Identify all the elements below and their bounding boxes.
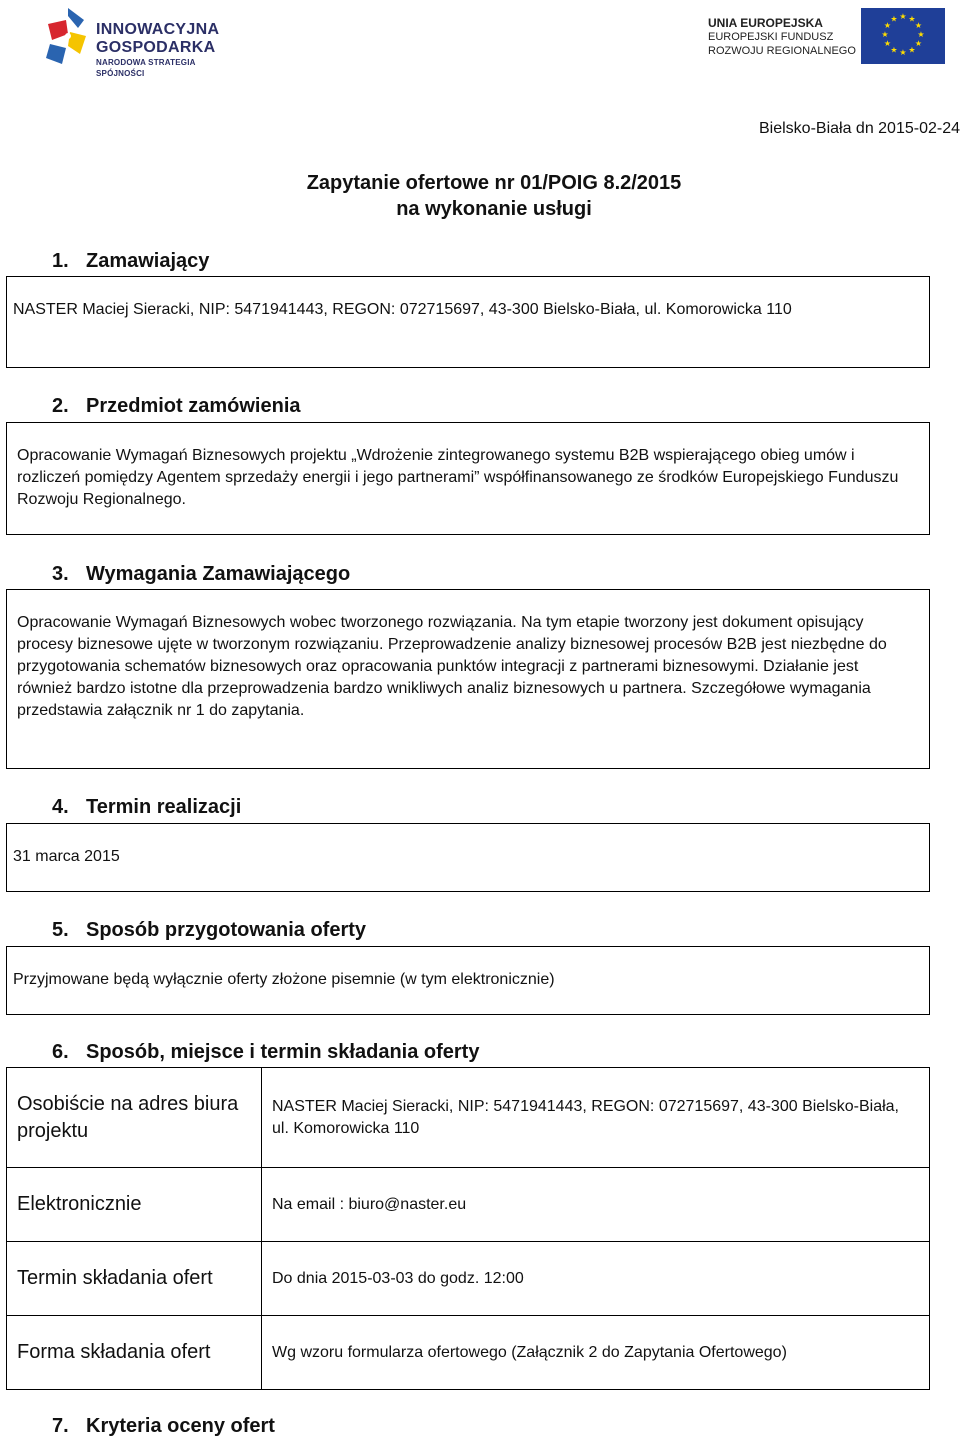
svg-text:★: ★: [883, 39, 892, 48]
table-row: [7, 1168, 930, 1242]
section-4-box: [6, 823, 930, 892]
document-date: Bielsko-Biała dn 2015-02-24: [758, 120, 960, 137]
table-row: [7, 1068, 930, 1168]
svg-text:★: ★: [883, 21, 892, 30]
section-title: Sposób, miejsce i termin składania oferty: [86, 1041, 480, 1063]
title-line1: Zapytanie ofertowe nr 01/POIG 8.2/2015: [306, 172, 682, 194]
section-4-heading: [52, 796, 241, 819]
row-value: Na email : biuro@naster.eu: [262, 1168, 930, 1242]
section-3-box: [6, 589, 930, 769]
eu-logo: [706, 8, 946, 66]
svg-text:★: ★: [914, 21, 923, 30]
section-1-heading: [52, 250, 209, 273]
logo-left-line1: INNOWACYJNA: [96, 21, 220, 38]
row-label: Forma składania ofert: [7, 1316, 262, 1390]
innowacyjna-gospodarka-logo: [44, 6, 244, 78]
submission-table: [6, 1067, 930, 1390]
svg-text:★: ★: [890, 14, 898, 24]
logo-right-line1: UNIA EUROPEJSKA: [708, 16, 823, 30]
section-title: Przedmiot zamówienia: [86, 395, 301, 417]
section-3-body: Opracowanie Wymagań Biznesowych wobec tworzonego rozwiązania. Na tym etapie tworzony jest dokument opisujący procesy biznesowe ujęte w tworzonym rozwiązaniu. Przeprowadzenie analizy biznesowej procesów B2B jest niezbędne do przygotowania schematów biznesowych oraz opracowania punktów integracji z partnerami biznesowymi. Działanie jest również bardzo istotne dla przeprowadzenia bardzo wnikliwych analiz biznesowych u partnera. Szczegółowe wymagania przedstawia załącznik nr 1 do zapytania.: [17, 614, 887, 719]
svg-text:★: ★: [917, 30, 925, 39]
document-title: [210, 170, 778, 222]
logo-right-line2: EUROPEJSKI FUNDUSZ: [708, 31, 834, 43]
row-value: Wg wzoru formularza ofertowego (Załącznik 2 do Zapytania Ofertowego): [262, 1316, 930, 1390]
section-5-heading: [52, 919, 366, 942]
section-title: Termin realizacji: [86, 796, 242, 818]
svg-text:★: ★: [914, 39, 923, 48]
eu-flag-icon: [861, 8, 945, 64]
section-5-box: [6, 946, 930, 1015]
row-label: Termin składania ofert: [7, 1242, 262, 1316]
row-value: NASTER Maciej Sieracki, NIP: 5471941443, REGON: 072715697, 43-300 Bielsko-Biała, ul. Komorowicka 110: [262, 1068, 930, 1168]
section-title: Kryteria oceny ofert: [86, 1415, 275, 1437]
table-row: [7, 1242, 930, 1316]
svg-text:★: ★: [890, 45, 898, 55]
section-number: 5.: [52, 919, 69, 941]
table-row: [7, 1316, 930, 1390]
section-number: 1.: [52, 250, 69, 272]
innowacyjna-gospodarka-emblem-icon: [44, 6, 90, 68]
section-2-body: Opracowanie Wymagań Biznesowych projektu „Wdrożenie zintegrowanego systemu B2B wspierającego obieg umów i rozliczeń pomiędzy Agentem sprzedaży energii i jego partnerami” współfinansowanego ze środków Europejskiego Funduszu Rozwoju Regionalnego.: [17, 447, 899, 508]
section-2-heading: [52, 395, 301, 418]
svg-text:★: ★: [881, 30, 889, 39]
svg-text:★: ★: [899, 12, 907, 21]
section-number: 6.: [52, 1041, 69, 1063]
section-2-box: [6, 422, 930, 535]
section-number: 7.: [52, 1415, 69, 1437]
row-label: Osobiście na adres biura projektu: [7, 1068, 262, 1168]
row-value: Do dnia 2015-03-03 do godz. 12:00: [262, 1242, 930, 1316]
section-number: 4.: [52, 796, 69, 818]
logo-right-line3: ROZWOJU REGIONALNEGO: [708, 45, 856, 57]
section-title: Sposób przygotowania oferty: [86, 919, 367, 941]
section-number: 3.: [52, 563, 69, 585]
section-1-body: NASTER Maciej Sieracki, NIP: 5471941443, REGON: 072715697, 43-300 Bielsko-Biała, ul. Komorowicka 110: [13, 301, 792, 318]
logo-left-line2: GOSPODARKA: [96, 39, 216, 56]
section-title: Zamawiający: [86, 250, 210, 272]
section-1-box: [6, 276, 930, 368]
section-3-heading: [52, 563, 350, 586]
section-title: Wymagania Zamawiającego: [86, 563, 351, 585]
section-6-heading: [52, 1041, 479, 1064]
svg-text:★: ★: [908, 14, 916, 24]
section-number: 2.: [52, 395, 69, 417]
section-5-body: Przyjmowane będą wyłącznie oferty złożone pisemnie (w tym elektronicznie): [13, 971, 555, 988]
svg-text:★: ★: [899, 48, 907, 57]
row-label: Elektronicznie: [7, 1168, 262, 1242]
logo-left-line3: NARODOWA STRATEGIA SPÓJNOŚCI: [96, 58, 196, 78]
title-line2: na wykonanie usługi: [396, 198, 592, 220]
section-7-heading: [52, 1415, 275, 1438]
section-4-body: 31 marca 2015: [13, 848, 120, 865]
svg-text:★: ★: [908, 45, 916, 55]
